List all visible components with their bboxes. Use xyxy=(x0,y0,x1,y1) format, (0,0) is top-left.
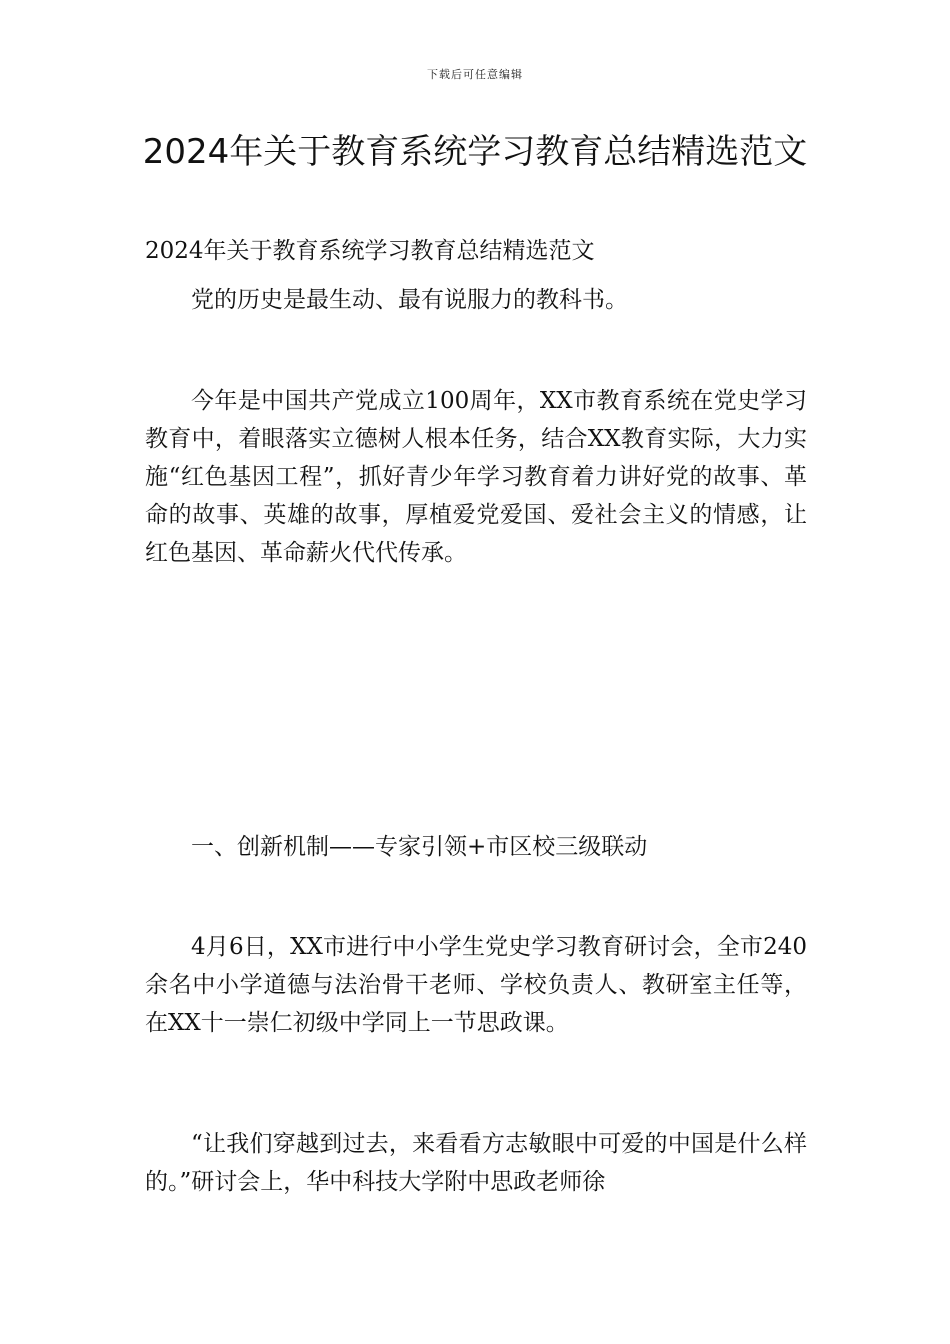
paragraph: 今年是中国共产党成立100周年，XX市教育系统在党史学习教育中，着眼落实立德树人根本任务，结合XX教育实际，大力实施“红色基因工程”，抓好青少年学习教育着力讲好党的故事、革命的故事、英雄的故事，厚植爱党爱国、爱社会主义的情感，让红色基因、革命薪火代代传承。 xyxy=(145,388,807,566)
header-note: 下载后可任意编辑 xyxy=(427,68,523,81)
section-heading: 一、创新机制——专家引领+市区校三级联动 xyxy=(191,834,648,860)
paragraph: 党的历史是最生动、最有说服力的教科书。 xyxy=(191,287,628,313)
paragraph-subtitle: 2024年关于教育系统学习教育总结精选范文 xyxy=(145,238,595,264)
paragraph: “让我们穿越到过去，来看看方志敏眼中可爱的中国是什么样的。”研讨会上，华中科技大学附中思政老师徐 xyxy=(145,1131,807,1195)
paragraph: 4月6日，XX市进行中小学生党史学习教育研讨会，全市240余名中小学道德与法治骨干老师、学校负责人、教研室主任等，在XX十一崇仁初级中学同上一节思政课。 xyxy=(145,934,807,1036)
document-title: 2024年关于教育系统学习教育总结精选范文 xyxy=(142,132,808,172)
